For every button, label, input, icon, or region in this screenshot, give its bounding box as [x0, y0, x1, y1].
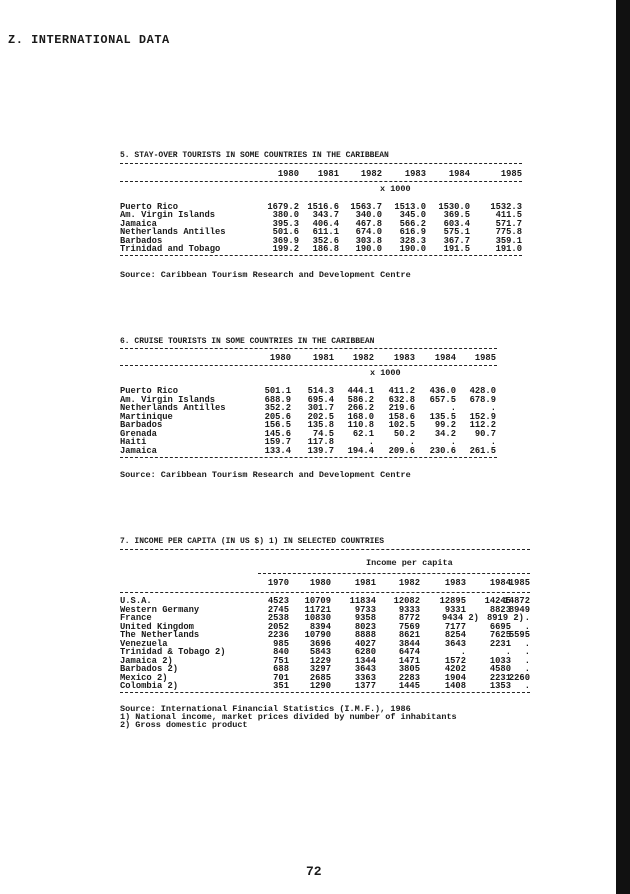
rule — [120, 255, 522, 256]
table-cell: 8823 — [489, 604, 511, 615]
table-cell: . — [524, 655, 530, 666]
table-cell: 695.4 — [307, 394, 334, 405]
rule — [120, 365, 497, 366]
table-cell: 168.0 — [347, 411, 374, 422]
table-cell: . — [409, 437, 415, 447]
column-header: 1984 — [434, 353, 456, 363]
table-cell: 12895 — [439, 596, 466, 606]
table-cell: 7625 — [489, 630, 511, 640]
column-header: 1985 — [500, 169, 522, 179]
table-cell: . — [450, 403, 456, 413]
table-cell: 9331 — [444, 604, 466, 615]
table-cell: 5843 — [309, 647, 331, 657]
table-cell: 1904 — [444, 672, 466, 683]
table-cell: 9333 — [398, 604, 420, 615]
table-cell: 8888 — [354, 630, 376, 640]
table-cell: 603.4 — [443, 218, 470, 229]
table-cell: 575.1 — [443, 227, 470, 238]
table-cell: 1290 — [309, 681, 331, 691]
table-cell: 1344 — [354, 655, 376, 666]
table-cell: 205.6 — [264, 411, 291, 422]
table-cell: . — [524, 621, 530, 632]
table-cell: 2685 — [309, 672, 331, 683]
column-header: 1982 — [360, 169, 382, 179]
table-cell: 62.1 — [352, 428, 374, 439]
table-cell: 343.7 — [312, 210, 339, 221]
table-cell: 303.8 — [355, 235, 382, 246]
row-label: Haiti — [120, 437, 147, 447]
table-cell: 10709 — [304, 596, 331, 606]
table-cell: 4580 — [489, 664, 511, 674]
table-cell: 112.2 — [469, 420, 496, 430]
column-header: 1981 — [317, 169, 339, 179]
table-cell: 674.0 — [355, 227, 382, 238]
table-cell: 3643 — [444, 638, 466, 649]
table-cell: 428.0 — [469, 386, 496, 396]
column-header: 1983 — [444, 578, 466, 588]
row-label: Jamaica 2) — [120, 655, 173, 666]
table-cell: 74.5 — [312, 428, 334, 439]
row-label: Am. Virgin Islands — [120, 394, 216, 405]
table-note: 2) Gross domestic product — [120, 720, 248, 730]
table-cell: 50.2 — [393, 428, 415, 439]
table-cell: . — [460, 647, 466, 657]
rule — [120, 181, 522, 182]
table-cell: 657.5 — [429, 394, 456, 405]
table-cell: 133.4 — [264, 445, 291, 456]
table-cell: 2236 — [267, 630, 289, 640]
scan-edge — [616, 0, 630, 894]
table-title: 7. INCOME PER CAPITA (IN US $) 1) IN SELECTED COUNTRIES — [120, 537, 385, 546]
table-cell: 34.2 — [434, 428, 456, 439]
row-label: Western Germany — [120, 604, 200, 615]
table-cell: 1530.0 — [438, 202, 470, 212]
unit-label: x 1000 — [380, 184, 411, 194]
row-label: Grenada — [120, 428, 157, 439]
table-cell: 1679.2 — [267, 202, 299, 212]
column-header: 1983 — [393, 353, 415, 363]
table-cell: . — [505, 647, 511, 657]
table-cell: . — [450, 437, 456, 447]
row-label: Barbados — [120, 420, 163, 430]
table-cell: 135.5 — [429, 411, 456, 422]
table-cell: 1229 — [309, 655, 331, 666]
table-cell: 1377 — [354, 681, 376, 691]
row-label: United Kingdom — [120, 621, 194, 632]
table-cell: 1513.0 — [394, 202, 426, 212]
table-title: 6. CRUISE TOURISTS IN SOME COUNTRIES IN THE CARIBBEAN — [120, 337, 375, 346]
table-cell: 4202 — [444, 664, 466, 674]
table-cell: 701 — [273, 672, 289, 683]
table-cell: . — [524, 681, 530, 691]
row-label: Barbados 2) — [120, 664, 179, 674]
row-label: Trinidad & Tobago 2) — [120, 647, 226, 657]
table-cell: 514.3 — [307, 386, 334, 396]
table-cell: 985 — [273, 638, 289, 649]
row-label: France — [120, 613, 152, 623]
table-cell: 611.1 — [312, 227, 339, 238]
table-cell: 1572 — [444, 655, 466, 666]
table-cell: 6474 — [398, 647, 420, 657]
table-cell: 261.5 — [469, 445, 496, 456]
rule — [258, 573, 530, 574]
table-cell: 117.8 — [307, 437, 334, 447]
table-cell: 8254 — [444, 630, 466, 640]
table-cell: 159.7 — [264, 437, 291, 447]
table-cell: 586.2 — [347, 394, 374, 405]
row-label: Puerto Rico — [120, 202, 179, 212]
rule — [120, 692, 530, 693]
table-note: Source: International Financial Statistics (I.M.F.), 1986 — [120, 704, 411, 714]
table-cell: . — [524, 647, 530, 657]
column-header: 1984 — [448, 169, 470, 179]
table-cell: 3363 — [354, 672, 376, 683]
unit-label: Income per capita — [366, 558, 453, 568]
table-cell: 2283 — [398, 672, 420, 683]
rule — [120, 592, 530, 593]
table-cell: 9434 2) — [442, 613, 479, 623]
rule — [120, 457, 497, 458]
table-cell: 1033 — [489, 655, 511, 666]
rule — [120, 163, 522, 164]
table-cell: 367.7 — [443, 235, 470, 246]
table-cell: 340.0 — [355, 210, 382, 221]
table-cell: . — [524, 638, 530, 649]
table-cell: 2052 — [267, 621, 289, 632]
table-cell: 1532.3 — [490, 202, 522, 212]
table-cell: 230.6 — [429, 445, 456, 456]
rule — [120, 348, 497, 349]
table-cell: 145.6 — [264, 428, 291, 439]
table-cell: 8621 — [398, 630, 420, 640]
row-label: Puerto Rico — [120, 386, 179, 396]
table-cell: 99.2 — [434, 420, 456, 430]
table-cell: 328.3 — [399, 235, 426, 246]
rule — [120, 549, 530, 550]
table-cell: 11721 — [304, 604, 331, 615]
table-cell: 191.5 — [443, 244, 470, 254]
table-cell: 369.9 — [272, 235, 299, 246]
row-label: Barbados — [120, 235, 163, 246]
table-cell: 406.4 — [312, 218, 339, 229]
table-cell: 571.7 — [495, 218, 522, 229]
table-cell: . — [368, 437, 374, 447]
table-cell: 9358 — [354, 613, 376, 623]
row-label: Mexico 2) — [120, 672, 168, 683]
table-cell: 501.1 — [264, 386, 291, 396]
table-cell: 1353 — [489, 681, 511, 691]
table-cell: 7177 — [444, 621, 466, 632]
table-cell: 436.0 — [429, 386, 456, 396]
table-cell: 395.3 — [272, 218, 299, 229]
column-header: 1982 — [352, 353, 374, 363]
table-cell: 3844 — [398, 638, 420, 649]
table-cell: 158.6 — [388, 411, 415, 422]
table-cell: 139.7 — [307, 445, 334, 456]
table-cell: 3297 — [309, 664, 331, 674]
table-cell: 3643 — [354, 664, 376, 674]
table-cell: 1563.7 — [350, 202, 382, 212]
table-cell: 444.1 — [347, 386, 374, 396]
table-cell: 6695 — [489, 621, 511, 632]
table-cell: 380.0 — [272, 210, 299, 221]
table-cell: 775.8 — [495, 227, 522, 238]
table-cell: 10830 — [304, 613, 331, 623]
table-cell: 2745 — [267, 604, 289, 615]
unit-label: x 1000 — [370, 368, 401, 378]
table-cell: 1445 — [398, 681, 420, 691]
table-cell: 219.6 — [388, 403, 415, 413]
table-cell: 345.0 — [399, 210, 426, 221]
column-header: 1984 — [489, 578, 511, 588]
table-cell: . — [524, 664, 530, 674]
table-cell: 194.4 — [347, 445, 374, 456]
table-cell: 301.7 — [307, 403, 334, 413]
table-cell: 566.2 — [399, 218, 426, 229]
table-cell: 751 — [273, 655, 289, 666]
table-cell: 632.8 — [388, 394, 415, 405]
table-cell: 4523 — [267, 596, 289, 606]
table-cell: 359.1 — [495, 235, 522, 246]
table-cell: 351 — [273, 681, 289, 691]
row-label: Jamaica — [120, 445, 157, 456]
table-cell: 186.8 — [312, 244, 339, 254]
table-cell: 678.9 — [469, 394, 496, 405]
table-cell: 266.2 — [347, 403, 374, 413]
table-cell: 8394 — [309, 621, 331, 632]
table-cell: . — [524, 613, 530, 623]
table-cell: 352.6 — [312, 235, 339, 246]
table-cell: 8949 — [508, 604, 530, 615]
column-header: 1983 — [404, 169, 426, 179]
column-header: 1970 — [267, 578, 289, 588]
table-cell: 152.9 — [469, 411, 496, 422]
column-header: 1982 — [398, 578, 420, 588]
table-cell: 2231 — [489, 638, 511, 649]
row-label: Trinidad and Tobago — [120, 244, 221, 254]
row-label: Am. Virgin Islands — [120, 210, 216, 221]
table-cell: 202.5 — [307, 411, 334, 422]
row-label: The Netherlands — [120, 630, 200, 640]
page-title: Z. INTERNATIONAL DATA — [8, 33, 170, 47]
row-label: Venezuela — [120, 638, 168, 649]
table-cell: 616.9 — [399, 227, 426, 238]
table-cell: 3805 — [398, 664, 420, 674]
row-label: U.S.A. — [120, 596, 152, 606]
column-header: 1980 — [309, 578, 331, 588]
row-label: Martinique — [120, 411, 173, 422]
table-cell: 10790 — [304, 630, 331, 640]
table-cell: 190.0 — [355, 244, 382, 254]
table-cell: 14245 — [484, 596, 511, 606]
table-cell: 190.0 — [399, 244, 426, 254]
table-cell: 6280 — [354, 647, 376, 657]
table-cell: 411.2 — [388, 386, 415, 396]
table-cell: 4027 — [354, 638, 376, 649]
table-cell: 2538 — [267, 613, 289, 623]
table-cell: 369.5 — [443, 210, 470, 221]
row-label: Colombia 2) — [120, 681, 179, 691]
table-cell: 14872 — [503, 596, 530, 606]
table-cell: 191.0 — [495, 244, 522, 254]
table-title: 5. STAY-OVER TOURISTS IN SOME COUNTRIES IN THE CARIBBEAN — [120, 151, 389, 160]
table-cell: 135.8 — [307, 420, 334, 430]
table-cell: 110.8 — [347, 420, 374, 430]
table-cell: 688.9 — [264, 394, 291, 405]
table-cell: 352.2 — [264, 403, 291, 413]
table-cell: 5595 — [508, 630, 530, 640]
table-cell: 8919 2) — [487, 613, 524, 623]
table-cell: 209.6 — [388, 445, 415, 456]
table-note: Source: Caribbean Tourism Research and Development Centre — [120, 470, 411, 480]
column-header: 1981 — [354, 578, 376, 588]
table-cell: 1471 — [398, 655, 420, 666]
table-cell: 501.6 — [272, 227, 299, 238]
row-label: Netherlands Antilles — [120, 403, 226, 413]
table-cell: 840 — [273, 647, 289, 657]
column-header: 1985 — [508, 578, 530, 588]
table-cell: 8023 — [354, 621, 376, 632]
table-cell: 467.8 — [355, 218, 382, 229]
column-header: 1981 — [312, 353, 334, 363]
table-note: Source: Caribbean Tourism Research and Development Centre — [120, 270, 411, 280]
row-label: Netherlands Antilles — [120, 227, 226, 238]
table-cell: 9733 — [354, 604, 376, 615]
row-label: Jamaica — [120, 218, 157, 229]
table-cell: 1516.6 — [307, 202, 339, 212]
table-cell: 8772 — [398, 613, 420, 623]
table-cell: . — [490, 403, 496, 413]
table-cell: 3696 — [309, 638, 331, 649]
table-note: 1) National income, market prices divided by number of inhabitants — [120, 712, 457, 722]
table-cell: 102.5 — [388, 420, 415, 430]
table-cell: 2260 — [508, 672, 530, 683]
table-cell: 156.5 — [264, 420, 291, 430]
table-cell: 688 — [273, 664, 289, 674]
table-cell: 1408 — [444, 681, 466, 691]
table-cell: 2231 — [489, 672, 511, 683]
table-cell: . — [490, 437, 496, 447]
column-header: 1985 — [474, 353, 496, 363]
table-cell: 7569 — [398, 621, 420, 632]
table-cell: 411.5 — [495, 210, 522, 221]
page-number: 72 — [306, 864, 322, 879]
table-cell: 11834 — [349, 596, 376, 606]
table-cell: 12082 — [393, 596, 420, 606]
table-cell: 199.2 — [272, 244, 299, 254]
table-cell: 90.7 — [474, 428, 496, 439]
column-header: 1980 — [269, 353, 291, 363]
column-header: 1980 — [277, 169, 299, 179]
